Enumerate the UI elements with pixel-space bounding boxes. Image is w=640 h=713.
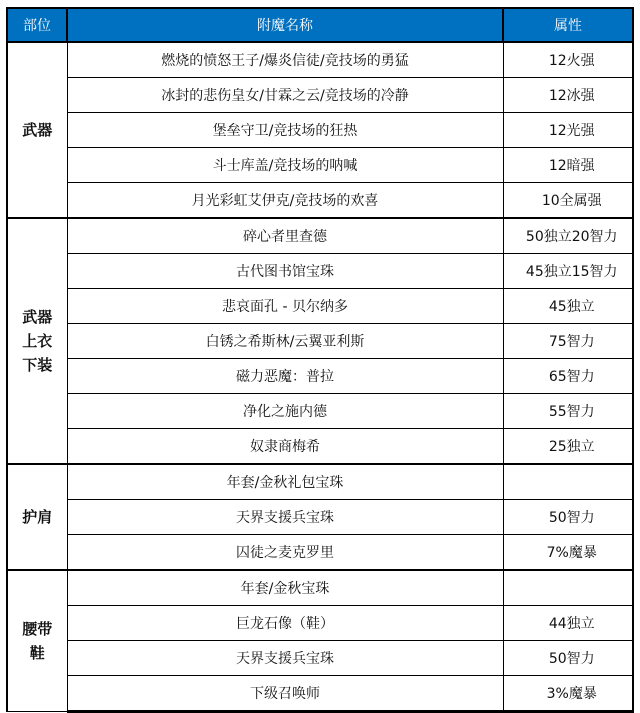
enchant-attr: 12暗强 — [503, 148, 633, 183]
part-label: 下装 — [22, 356, 53, 374]
enchant-name: 燃烧的愤怒王子/爆炎信徒/竞技场的勇猛 — [67, 42, 503, 78]
enchant-attr: 75智力 — [503, 324, 633, 359]
table-row — [7, 641, 633, 676]
enchant-name: 冰封的悲伤皇女/甘霖之云/竞技场的冷静 — [67, 78, 503, 113]
table-row — [7, 464, 633, 500]
enchant-name: 天界支援兵宝珠 — [67, 500, 503, 535]
table-row — [7, 359, 633, 394]
enchant-attr: 50独立20智力 — [503, 218, 633, 254]
part-label: 鞋 — [29, 644, 45, 662]
part-label: 武器 — [22, 308, 53, 326]
enchant-attr: 12光强 — [503, 113, 633, 148]
part-cell — [7, 218, 67, 464]
enchant-attr: 25独立 — [503, 429, 633, 465]
enchant-attr: 45独立15智力 — [503, 254, 633, 289]
enchant-name: 奴隶商梅希 — [67, 429, 503, 465]
enchant-table — [6, 7, 634, 713]
table-row — [7, 394, 633, 429]
table-row — [7, 535, 633, 571]
part-label: 上衣 — [22, 332, 53, 350]
part-cell — [7, 570, 67, 712]
enchant-attr: 7%魔暴 — [503, 535, 633, 571]
table-row — [7, 429, 633, 465]
enchant-name: 斗士库盖/竞技场的呐喊 — [67, 148, 503, 183]
enchant-attr: 44独立 — [503, 606, 633, 641]
part-cell — [7, 42, 67, 218]
enchant-attr: 50智力 — [503, 500, 633, 535]
table-row — [7, 183, 633, 219]
table-row — [7, 289, 633, 324]
enchant-name: 月光彩虹艾伊克/竞技场的欢喜 — [67, 183, 503, 219]
enchant-name: 悲哀面孔 - 贝尔纳多 — [67, 289, 503, 324]
enchant-name: 堡垒守卫/竞技场的狂热 — [67, 113, 503, 148]
enchant-attr: 12火强 — [503, 42, 633, 78]
table-row — [7, 113, 633, 148]
enchant-attr: 12冰强 — [503, 78, 633, 113]
part-cell — [7, 464, 67, 570]
enchant-attr: 50智力 — [503, 641, 633, 676]
header-part: 部位 — [7, 8, 67, 42]
header-attr: 属性 — [503, 8, 633, 42]
table-row — [7, 570, 633, 606]
table-row — [7, 254, 633, 289]
enchant-attr: 45独立 — [503, 289, 633, 324]
enchant-name: 年套/金秋宝珠 — [67, 570, 503, 606]
part-label: 武器 — [22, 121, 53, 139]
table-header — [7, 8, 633, 42]
enchant-attr: 3%魔暴 — [503, 676, 633, 712]
enchant-attr — [503, 464, 633, 500]
enchant-name: 天界支援兵宝珠 — [67, 641, 503, 676]
table-row — [7, 676, 633, 712]
enchant-name: 碎心者里查德 — [67, 218, 503, 254]
part-label: 护肩 — [22, 508, 53, 526]
table-row — [7, 148, 633, 183]
table-row — [7, 606, 633, 641]
enchant-attr: 65智力 — [503, 359, 633, 394]
enchant-name: 白锈之希斯林/云翼亚利斯 — [67, 324, 503, 359]
enchant-name: 净化之施内德 — [67, 394, 503, 429]
table-row — [7, 42, 633, 78]
enchant-name: 磁力恶魔：普拉 — [67, 359, 503, 394]
part-label: 腰带 — [22, 620, 53, 638]
table-body — [7, 42, 633, 712]
enchant-name: 年套/金秋礼包宝珠 — [67, 464, 503, 500]
table-row — [7, 218, 633, 254]
enchant-attr — [503, 570, 633, 606]
enchant-name: 囚徒之麦克罗里 — [67, 535, 503, 571]
header-name: 附魔名称 — [67, 8, 503, 42]
table-row — [7, 78, 633, 113]
enchant-name: 古代图书馆宝珠 — [67, 254, 503, 289]
enchant-attr: 55智力 — [503, 394, 633, 429]
table-row — [7, 500, 633, 535]
enchant-attr: 10全属强 — [503, 183, 633, 219]
enchant-name: 下级召唤师 — [67, 676, 503, 712]
table-row — [7, 324, 633, 359]
enchant-name: 巨龙石像（鞋） — [67, 606, 503, 641]
